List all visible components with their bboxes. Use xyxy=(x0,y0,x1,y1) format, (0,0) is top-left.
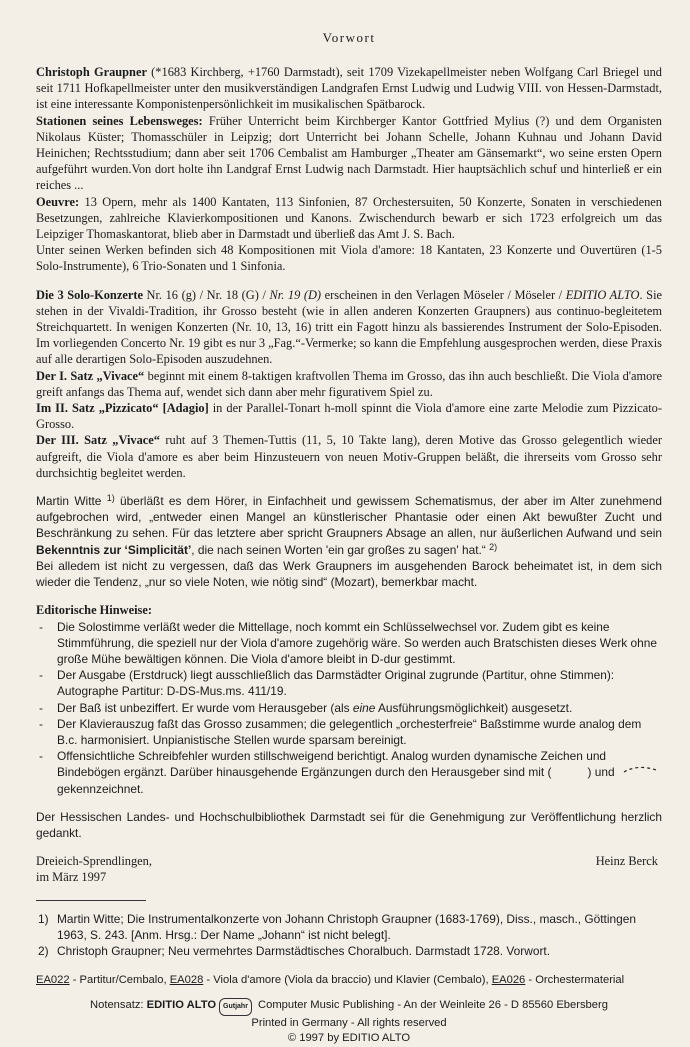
list-item: - Der Baß ist unbeziffert. Er wurde vom Herausgeber (als eine Ausführungsmöglichkeit) ausgesetzt. xyxy=(36,700,662,716)
imprint-notensatz: Notensatz: EDITIO ALTO Gutjahr Computer Music Publishing - An der Weinleite 26 - D 85560 Ebersberg xyxy=(36,998,662,1016)
list-item: - Die Solostimme verläßt weder die Mittellage, noch kommt ein Schlüsselwechsel vor. Zudem gibt es keine Stimmführung, die speziell nur der Viola d'amore zugehörig wäre. So werden auch Bratschisten dieses Werk ohne große Mühe bewältigen können. Die Viola d'amore bleibt in D-dur gestimmt. xyxy=(36,619,662,668)
footnote-item: 1) Martin Witte; Die Instrumentalkonzerte von Johann Christoph Graupner (1683-1769), Diss., masch., Göttingen 1963, S. 243. [Anm. Hrsg.: Der Name „Johann“ ist nicht belegt]. xyxy=(38,911,636,942)
editorial-list xyxy=(36,619,662,797)
footnote-ref-2: 2) xyxy=(489,541,498,552)
signature-date: im März 1997 xyxy=(36,870,107,885)
witte-paragraph: Martin Witte $^{1)}$ überläßt es dem Hörer, in Einfachheit und gewissem Schematismus, der aber im Alter zunehmend aufgebrochen wird, „entweder einen Mangel an künstlerischer Phantasie oder einen Akt bewußter Zucht und Beschränkung zu sehen. Für das letztere aber spricht Graupners Absage an allen, nur äußerlichen Aufwand und sein Bekenntnis zur ‘Simplicität’, die nach seinen Worten 'ein gar großes zu sagen' hat.“ $^{2)}$ xyxy=(36,493,662,557)
list-item: - Der Ausgabe (Erstdruck) liegt ausschließlich das Darmstädter Original zugrunde (Partitur, ohne Stimmen): Autographe Partitur: D-DS-Mus.ms. 411/19. xyxy=(36,667,662,699)
movement-1-paragraph: Der I. Satz „Vivace“ beginnt mit einem 8-taktigen kraftvollen Thema im Grosso, das ihn auch beschließt. Die Viola d'amore greift anfangs das Thema auf, wendet sich dann aber mehr figurativem Spiel zu. xyxy=(36,368,662,399)
edition-link-ea028[interactable]: EA028 xyxy=(169,974,204,987)
editorial-heading: Editorische Hinweise: xyxy=(36,603,152,618)
edition-link-ea022[interactable]: EA022 xyxy=(36,974,70,987)
concerts-paragraph: Die 3 Solo-Konzerte Nr. 16 (g) / Nr. 18 (G) / Nr. 19 (D) erscheinen in den Verlagen Möseler / Möseler / EDITIO ALTO. Sie stehen in der Vivaldi-Tradition, ihr Grosso besteht (wie in allen anderen Konzerten Graupners) aus continuo-begleitetem Streichquartett. In wenigen Konzerten (Nr. 10, 13, 16) tritt ein Fagott hinzu als bassierendes Instrument der Solo-Episoden. Im vorliegenden Concerto Nr. 19 gibt es nur 3 „Fag.“-Vermerke; so kann die Empfehlung ausgesprochen werden, diese Praxis auf alle derartigen Solo-Episoden auszudehnen. xyxy=(36,287,663,367)
footnote-divider xyxy=(36,900,146,901)
edition-link-ea026[interactable]: EA026 xyxy=(491,974,526,987)
footnote-ref-1: 1) xyxy=(106,493,115,504)
thanks-paragraph: Der Hessischen Landes- und Hochschulbibliothek Darmstadt sei für die Genehmigung zur Veröffentlichung herzlich gedankt. xyxy=(36,809,662,840)
page-title: Vorwort xyxy=(322,30,376,45)
footnotes xyxy=(36,911,662,960)
dashed-slur-icon xyxy=(618,764,662,774)
imprint-printed: Printed in Germany - All rights reserved xyxy=(251,1016,447,1029)
bio-paragraph: Christoph Graupner (*1683 Kirchberg, +1760 Darmstadt), seit 1709 Vizekapellmeister neben Wolfgang Carl Briegel und seit 1711 Hofkapellmeister unter den musikverständigen Landgrafen Ernst Ludwig und Ludwig VIII. von Hessen-Darmstadt, ist eine interessante Komponistenpersönlichkeit im musikalischen Spätbarock. xyxy=(36,65,662,112)
list-item: - Der Klavierauszug faßt das Grosso zusammen; die gelegentlich „orchesterfreie“ Baßstimme wurde analog dem B.c. harmonisiert. Unpianistische Stellen wurde sparsam bereinigt. xyxy=(36,716,662,748)
footnote-item: 2) Christoph Graupner; Neu vermehrtes Darmstädtisches Choralbuch. Darmstadt 1728. Vorwort. xyxy=(38,943,551,958)
stations-paragraph: Stationen seines Lebensweges: Früher Unterricht beim Kirchberger Kantor Gottfried Mylius (?) und dem Organisten Nikolaus Küster; Thomasschüler in Leipzig; dort Unterricht bei Johann Schelle, Johann Kuhnau und Johann David Heinichen; Rechtsstudium; dann aber seit 1706 Cembalist am Hamburger „Theater am Gänsemarkt“, wo seine ersten Opern aufgeführt wurden.Von dort holte ihn Landgraf Ernst Ludwig nach Darmstadt. Hier hauptsächlich schuf und hinterließ er ein reiches ... xyxy=(36,113,662,193)
signature-author: Heinz Berck xyxy=(595,854,658,869)
signature-block xyxy=(36,853,662,885)
movement-2-paragraph: Im II. Satz „Pizzicato“ [Adagio] in der Parallel-Tonart h-moll spinnt die Viola d'amore eine zarte Melodie zum Pizzicato-Grosso. xyxy=(36,401,662,432)
imprint-copyright: © 1997 by EDITIO ALTO xyxy=(287,1032,411,1045)
signature-place: Dreieich-Sprendlingen, xyxy=(36,854,152,869)
viola-works-paragraph: Unter seinen Werken befinden sich 48 Kompositionen mit Viola d'amore: 18 Kantaten, 23 Konzerte und Ouvertüren (1-5 Solo-Instrumente), 6 Trio-Sonaten und 1 Sinfonia. xyxy=(36,243,662,274)
list-item: - Offensichtliche Schreibfehler wurden stillschweigend berichtigt. Analog wurden dynamische Zeichen und Bindebögen ergänzt. Darüber hinausgehende Ergänzungen durch den Herausgeber sind mit ( ) und gekennzeichnet. xyxy=(36,748,662,797)
baroque-paragraph: Bei alledem ist nicht zu vergessen, daß das Werk Graupners im ausgehenden Barock beheimatet ist, in dem sich wieder die Tendenz, „nur so viele Noten, wie nötig sind“ (Mozart), bemerkbar macht. xyxy=(36,558,662,590)
publisher-logo: Gutjahr xyxy=(219,998,252,1016)
movement-3-paragraph: Der III. Satz „Vivace“ ruht auf 3 Themen-Tuttis (11, 5, 10 Takte lang), deren Motive das Grosso gelegentlich wieder aufgreift, die Viola d'amore es aber beim Hinzusteuern von neuen Motiv-Gruppen beläßt, die ihrerseits vom Grosso sehr durchsichtig begleitet werden. xyxy=(36,433,662,480)
oeuvre-paragraph: Oeuvre: 13 Opern, mehr als 1400 Kantaten, 113 Sinfonien, 87 Orchestersuiten, 50 Konzerte, Sonaten in verschiedenen Besetzungen, zahlreiche Klavierkompositionen und Kanons. Zwischendurch bewarb er sich 1723 erfolgreich um das Leipziger Thomaskantorat, blieb aber in Darmstadt und überließ das Amt J. S. Bach. xyxy=(36,194,662,242)
editions-line: EA022 - Partitur/Cembalo, EA028 - Viola d'amore (Viola da braccio) und Klavier (Cembalo), EA026 - Orchestermaterial xyxy=(36,974,625,987)
composer-name: Christoph Graupner xyxy=(36,65,147,79)
